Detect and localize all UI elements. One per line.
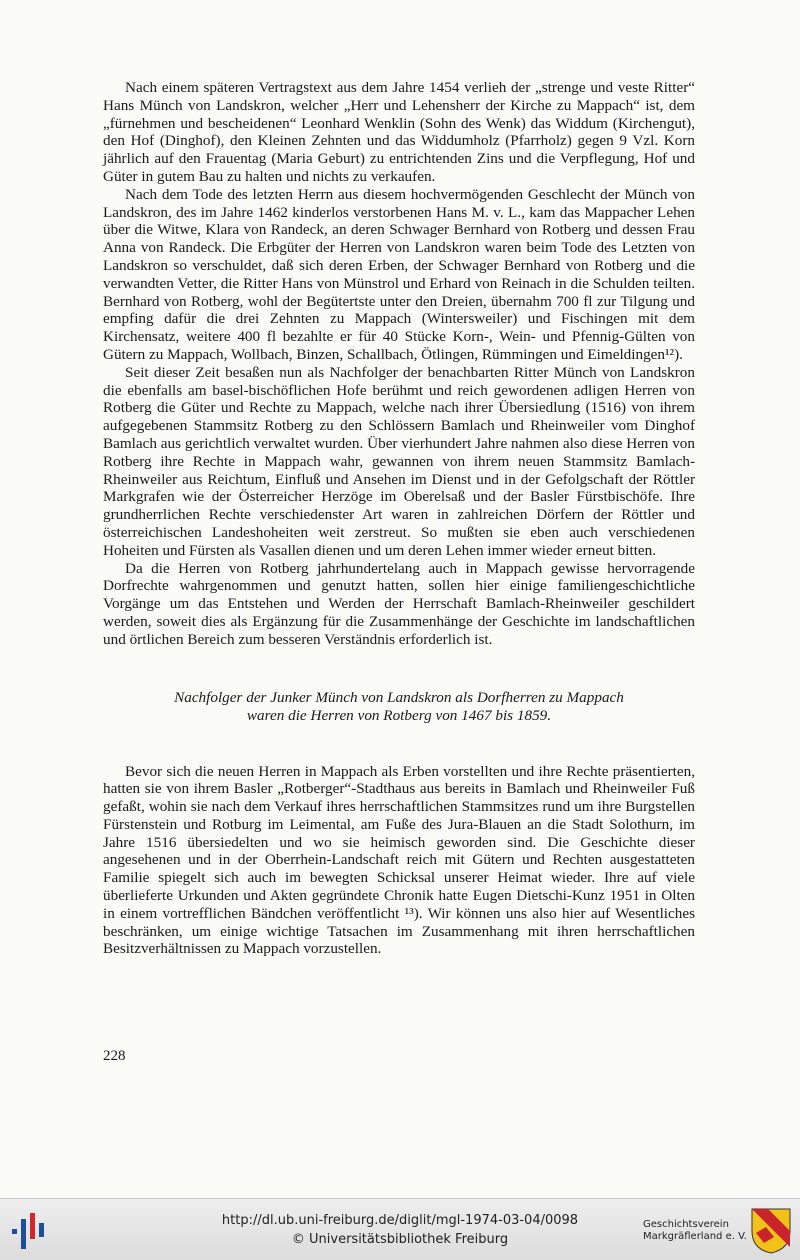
footer-citation (150, 1211, 650, 1249)
paragraph-4: Da die Herren von Rotberg jahrhundertelang auch in Mappach gewisse hervorragende Dorfrechte wahrgenommen und genutzt hatten, sollen hier einige familiengeschichtliche Vorgänge um das Entstehen und Werden der Herrschaft Bamlach-Rheinweiler geschildert werden, soweit dies als Ergänzung für die Zusammenhänge der Geschichte im landschaftlichen und örtlichen Bereich zum besseren Verständnis erforderlich ist. (103, 559, 695, 648)
page-number: 228 (103, 1048, 126, 1064)
coat-of-arms-icon (750, 1207, 792, 1255)
paragraph-1: Nach einem späteren Vertragstext aus dem Jahre 1454 verlieh der „strenge und veste Ritter“ Hans Münch von Landskron, welcher „Herr und Lehensherr der Kirche zu Mappach“ ist, dem „fürnehmen und bescheidenen“ Leonhard Wenklin (Sohn des Wenk) das Widdum (Kirchengut), den Hof (Dinghof), den Kleinen Zehnten und das Widdumholz (Pfarrholz) gegen 9 Vzl. Korn jährlich auf den Frauentag (Maria Geburt) zu entrichtenden Zins und die Verpflegung, Hof und Güter in gutem Bau zu halten und nichts zu verkaufen. (103, 79, 695, 185)
viewer-footer (0, 1198, 800, 1260)
society-name-line-2: Markgräflerland e. V. (643, 1231, 747, 1242)
paragraph-2: Nach dem Tode des letzten Herrn aus diesem hochvermögenden Geschlecht der Münch von Landskron, des im Jahre 1462 kinderlos verstorbenen Hans M. v. L., kam das Mappacher Lehen über die Witwe, Klara von Randeck, an deren Schwager Bernhard von Rotberg und dessen Frau Anna von Randeck. Die Erbgüter der Herren von Landskron waren beim Tode des Letzten von Landskron so verschuldet, daß sich deren Erben, der Schwager Bernhard von Rotberg und die verwandten Vetter, die Ritter Hans von Münstrol und Erhard von Reinach in die Schulden teilten. Bernhard von Rotberg, wohl der Begütertste unter den Dreien, übernahm 700 fl zur Tilgung und empfing dafür die drei Zehnten zu Mappach (Wintersweiler) und Fischingen mit dem Kirchensatz, weitere 400 fl bezahlte er für 40 Stücke Korn-, Wein- und Pfennig-Gülten von Gütern zu Mappach, Wollbach, Binzen, Schallbach, Ötlingen, Rümmingen und Eimeldingen¹²). (103, 185, 695, 363)
library-logo-icon (10, 1211, 50, 1251)
section-heading-line-1: Nachfolger der Junker Münch von Landskron als Dorfherren zu Mappach (174, 688, 624, 706)
society-name (643, 1219, 747, 1243)
paragraph-5: Bevor sich die neuen Herren in Mappach als Erben vorstellten und ihre Rechte präsentierten, hatten sie von ihrem Basler „Rotberger“-Stadthaus aus bereits in Bamlach und Rheinweiler Fuß gefaßt, wohin sie nach dem Verkauf ihres herrschaftlichen Stammsitzes rund um ihre Burgstellen Fürstenstein und Rotburg im Leimental, am Fuße des Jura-Blauen an die Stadt Solothurn, im Jahre 1516 übersiedelten und wo sie heimisch geworden sind. Die Geschichte dieser angesehenen und in der Oberrhein-Landschaft reich mit Gütern und Rechten ausgestatteten Familie spiegelt sich auch im bewegten Schicksal unserer Heimat wieder. Ihre auf viele überlieferte Urkunden und Akten gegründete Chronik hatte Eugen Dietschi-Kunz 1951 in Olten in einem vortrefflichen Bändchen veröffentlicht ¹³). Wir können uns also hier auf Wesentliches beschränken, um einige wichtige Tatsachen im Zusammenhang mit ihren herrschaftlichen Besitzverhältnissen zu Mappach vorzustellen. (103, 762, 695, 958)
section-heading-line-2: waren die Herren von Rotberg von 1467 bis 1859. (246, 706, 552, 724)
paragraph-3: Seit dieser Zeit besaßen nun als Nachfolger der benachbarten Ritter Münch von Landskron die ebenfalls am basel-bischöflichen Hofe berühmt und reich gewordenen adligen Herren von Rotberg die Güter und Rechte zu Mappach, welche nach ihrer Übersiedlung (1516) von ihrem aufgegebenen Stammsitz Rotberg zu den Schlössern Bamlach und Rheinweiler vom Dinghof Bamlach aus gerichtlich verwaltet wurden. Über vierhundert Jahre nahmen also diese Herren von Rotberg ihre Rechte in Mappach wahr, gewannen von ihrem neuen Stammsitz Bamlach-Rheinweiler aus Reichtum, Einfluß und Ansehen im Dienst und in der Gefolgschaft der Röttler Markgrafen wie der Österreicher Herzöge im Oberelsaß und der Basler Fürstbischöfe. Ihre grundherrlichen Rechte verschiedenster Art waren in zahlreichen Dörfern der Röttler und österreichischen Landeshoheiten weit zerstreut. So mußten sie eben auch verschiedenen Hoheiten und Fürsten als Vasallen dienen und um deren Lehen immer wieder erneut bitten. (103, 363, 695, 559)
society-name-line-1: Geschichtsverein (643, 1219, 729, 1230)
section-heading (103, 689, 695, 725)
copyright-notice: © Universitätsbibliothek Freiburg (291, 1232, 509, 1247)
permalink-url[interactable]: http://dl.ub.uni-freiburg.de/diglit/mgl-1974-03-04/0098 (221, 1213, 579, 1228)
body-text (103, 79, 695, 958)
